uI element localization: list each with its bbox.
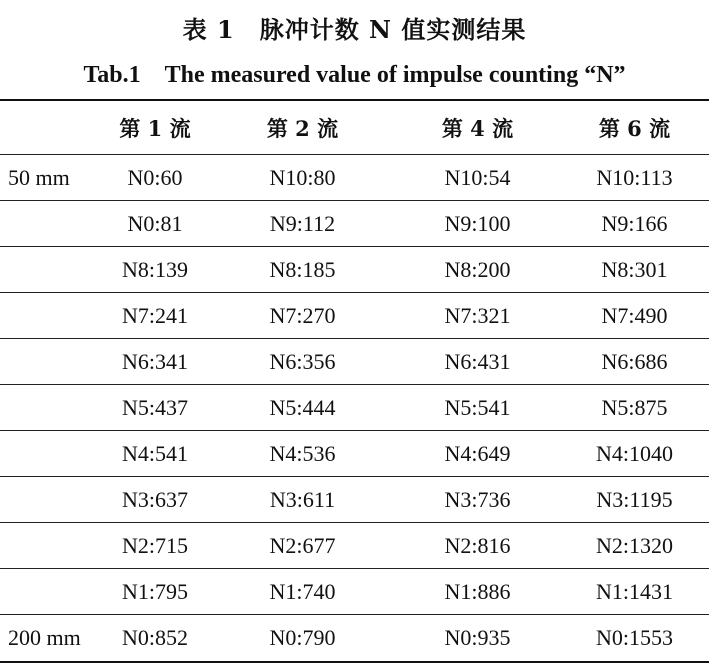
table-cell: N5:541 xyxy=(444,394,511,420)
table-cell: N5:444 xyxy=(269,394,336,420)
table-cell: N3:611 xyxy=(269,486,336,512)
table-cell: N2:715 xyxy=(122,532,188,558)
table-cell: N8:301 xyxy=(601,256,668,282)
table-row xyxy=(0,247,709,293)
table-cell: N1:1431 xyxy=(596,578,673,604)
table-cell: N4:536 xyxy=(269,440,336,466)
table-cell: N0:935 xyxy=(444,625,511,650)
impulse-count-table xyxy=(0,99,709,663)
table-cell: N7:490 xyxy=(601,302,668,328)
table-cell: N7:321 xyxy=(444,302,511,328)
table-cell: N6:431 xyxy=(444,348,511,374)
table-cell: N6:686 xyxy=(601,348,668,374)
table-cell: N0:790 xyxy=(269,625,336,650)
table-cell: N3:637 xyxy=(122,486,188,512)
table-row xyxy=(0,155,709,201)
header-cell-stream-6: 第 6 流 xyxy=(598,115,671,141)
table-row xyxy=(0,615,709,661)
table-cell: N10:80 xyxy=(269,164,336,190)
table-cell: N8:139 xyxy=(122,256,188,282)
table-cell: N7:241 xyxy=(122,302,188,328)
table-cell: N4:649 xyxy=(444,440,511,466)
table-cell: N10:113 xyxy=(596,164,673,190)
table-cell: N2:816 xyxy=(444,532,511,558)
table-header-row xyxy=(0,101,709,155)
table-cell: N2:677 xyxy=(269,532,336,558)
table-cell: N3:1195 xyxy=(596,486,673,512)
table-body xyxy=(0,155,709,661)
table-cell: N9:100 xyxy=(444,210,511,236)
table-cell: N0:60 xyxy=(127,164,183,190)
table-cell: N0:1553 xyxy=(596,625,673,650)
table-row xyxy=(0,293,709,339)
table-cell: N7:270 xyxy=(269,302,336,328)
row-label-cell: 200 mm xyxy=(8,625,81,650)
table-row xyxy=(0,477,709,523)
table-cell: N5:437 xyxy=(122,394,188,420)
table-row xyxy=(0,339,709,385)
table-row xyxy=(0,201,709,247)
table-cell: N0:81 xyxy=(127,210,183,236)
table-cell: N8:185 xyxy=(269,256,336,282)
table-cell: N3:736 xyxy=(444,486,511,512)
table-cell: N8:200 xyxy=(444,256,511,282)
table-cell: N2:1320 xyxy=(596,532,673,558)
table-cell: N5:875 xyxy=(601,394,668,420)
table-cell: N1:886 xyxy=(444,578,511,604)
table-cell: N10:54 xyxy=(444,164,511,190)
header-cell-stream-4: 第 4 流 xyxy=(441,115,514,141)
table-cell: N1:795 xyxy=(122,578,188,604)
row-label-cell: 50 mm xyxy=(8,164,70,190)
table-cell: N0:852 xyxy=(122,625,188,650)
table-caption-cn: 表 1 脉冲计数 N 值实测结果 xyxy=(182,15,527,44)
table-row xyxy=(0,523,709,569)
table-cell: N6:356 xyxy=(269,348,336,374)
table-cell: N1:740 xyxy=(269,578,336,604)
table-caption-en: Tab.1 The measured value of impulse counting “N” xyxy=(83,62,626,88)
header-cell-stream-1: 第 1 流 xyxy=(119,115,191,141)
table-cell: N4:1040 xyxy=(596,440,673,466)
table-row xyxy=(0,385,709,431)
table-cell: N6:341 xyxy=(122,348,188,374)
table-row xyxy=(0,431,709,477)
table-cell: N4:541 xyxy=(122,440,188,466)
header-cell-stream-2: 第 2 流 xyxy=(266,115,339,141)
table-row xyxy=(0,569,709,615)
table-cell: N9:166 xyxy=(601,210,668,236)
table-cell: N9:112 xyxy=(269,210,336,236)
